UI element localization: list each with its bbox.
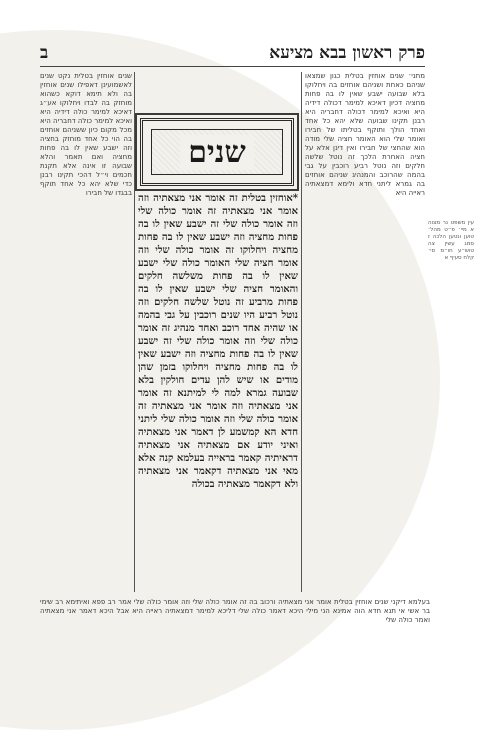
page-header bbox=[40, 40, 425, 67]
column-divider bbox=[301, 72, 302, 592]
title-box bbox=[140, 118, 294, 186]
page-fragment bbox=[0, 30, 474, 730]
rashi-text: מתני׳ שנים אוחזין בטלית כגון שמצאו שניהם כאחת ושניהם אוחזים בה ויחלוקו בלא שבועה ישבע שאין לו בה פחות מחציה דכיון דאיכא למימר דכולה דידיה היא ואיכא למימר דכולה דחבריה היא רבנן תקינו שבועה שלא יהא כל אחד ואחד הולך ותוקף בטליתו של חבירו ואומר שלי הוא האומר חציה שלי מודה הוא שהחצי של חבירו ואין דינן אלא על חציה האחרת הלכך זה נוטל שלשה חלקים וזה נוטל רביע רוכבין על גבי בהמה שהרוכב והמנהיג שניהם אוחזים בה גמרא ליתני חדא ולימא דמצאתיה ראייה היא bbox=[305, 72, 425, 197]
column-divider bbox=[134, 72, 135, 592]
rashi-column bbox=[305, 72, 425, 592]
tosafot-text: שנים אוחזין בטלית נקט שנים לאשמועינן דאפילו שנים אוחזין בה ולא תימא דוקא כשהוא מוחזק בה לבדו ויחלוקו אע״ג דאיכא למימר כולה דידיה היא ואיכא למימר כולה דחבריה היא מכל מקום כיון ששניהם אוחזים בה הוי כל אחד מוחזק בחציה וזה ישבע שאין לו בה פחות מחציה ואם תאמר והלא שבועה זו אינה אלא תקנת חכמים וי״ל דהכי תקינו רבנן כדי שלא יהא כל אחד תוקף בבגדו של חבירו bbox=[40, 72, 132, 197]
page-title: פרק ראשון בבא מציעא bbox=[269, 43, 425, 63]
bottom-text: בעלמא דיקני שנים אוחזין בטלית אומר אני מצאתיה ורכוב בה זה אומר כולה שלי וזה אומר כולה שלי אמר רב פפא ואיתימא רב שימי בר אשי אי תנא חדא הוה אמינא הני מילי היכא דאמר כולה שלי דליכא למימר דמצאתיה ראייה היא אבל היכא דאמר אני מצאתיה ואמר כולה שלי bbox=[40, 598, 430, 624]
main-text: *אוחזין בטלית זה אומר אני מצאתיה וזה אומר אני מצאתיה זה אומר כולה שלי וזה אומר כולה שלי זה ישבע שאין לו בה פחות מחציה וזה ישבע שאין לו בה פחות מחציה ויחלוקו זה אומר כולה שלי וזה אומר חציה שלי האומר כולה שלי ישבע שאין לו בה פחות משלשה חלקים והאומר חציה שלי ישבע שאין לו בה פחות מרביע זה נוטל שלשה חלקים וזה נוטל רביע היו שנים רוכבין על גבי בהמה או שהיה אחד רוכב ואחד מנהיג זה אומר כולה שלי וזה אומר כולה שלי זה ישבע שאין לו בה פחות מחציה וזה ישבע שאין לו בה פחות מחציה ויחלוקו בזמן שהן מודים או שיש להן עדים חולקין בלא שבועה גמרא למה לי למיתנא זה אומר אני מצאתיה וזה אומר אני מצאתיה זה אומר כולה שלי וזה אומר כולה שלי ליתני חדא הא קמשמע לן דאמר אני מצאתיה ואיני יודע אם מצאתיה אני מצאתיה דראיתיה קאמר בראייה בעלמא קנה אלא מאי אני מצאתיה דקאמר אני מצאתיה ולא דקאמר מצאתיה בכולה bbox=[138, 193, 298, 490]
main-text-column bbox=[138, 192, 298, 592]
title-box-border bbox=[151, 129, 283, 175]
margin-notes-text: עין משפט נר מצוה א מיי׳ פ״ט מהל׳ טוען ונטען הלכה ז סמג עשין צה טוש״ע חו״מ סי׳ קלח סעיף א bbox=[428, 220, 474, 261]
tosafot-column bbox=[40, 72, 132, 632]
margin-notes bbox=[428, 220, 474, 300]
folio-mark: ב bbox=[40, 43, 49, 63]
bottom-text-block bbox=[40, 598, 430, 708]
title-box-word: שנים bbox=[180, 135, 254, 170]
